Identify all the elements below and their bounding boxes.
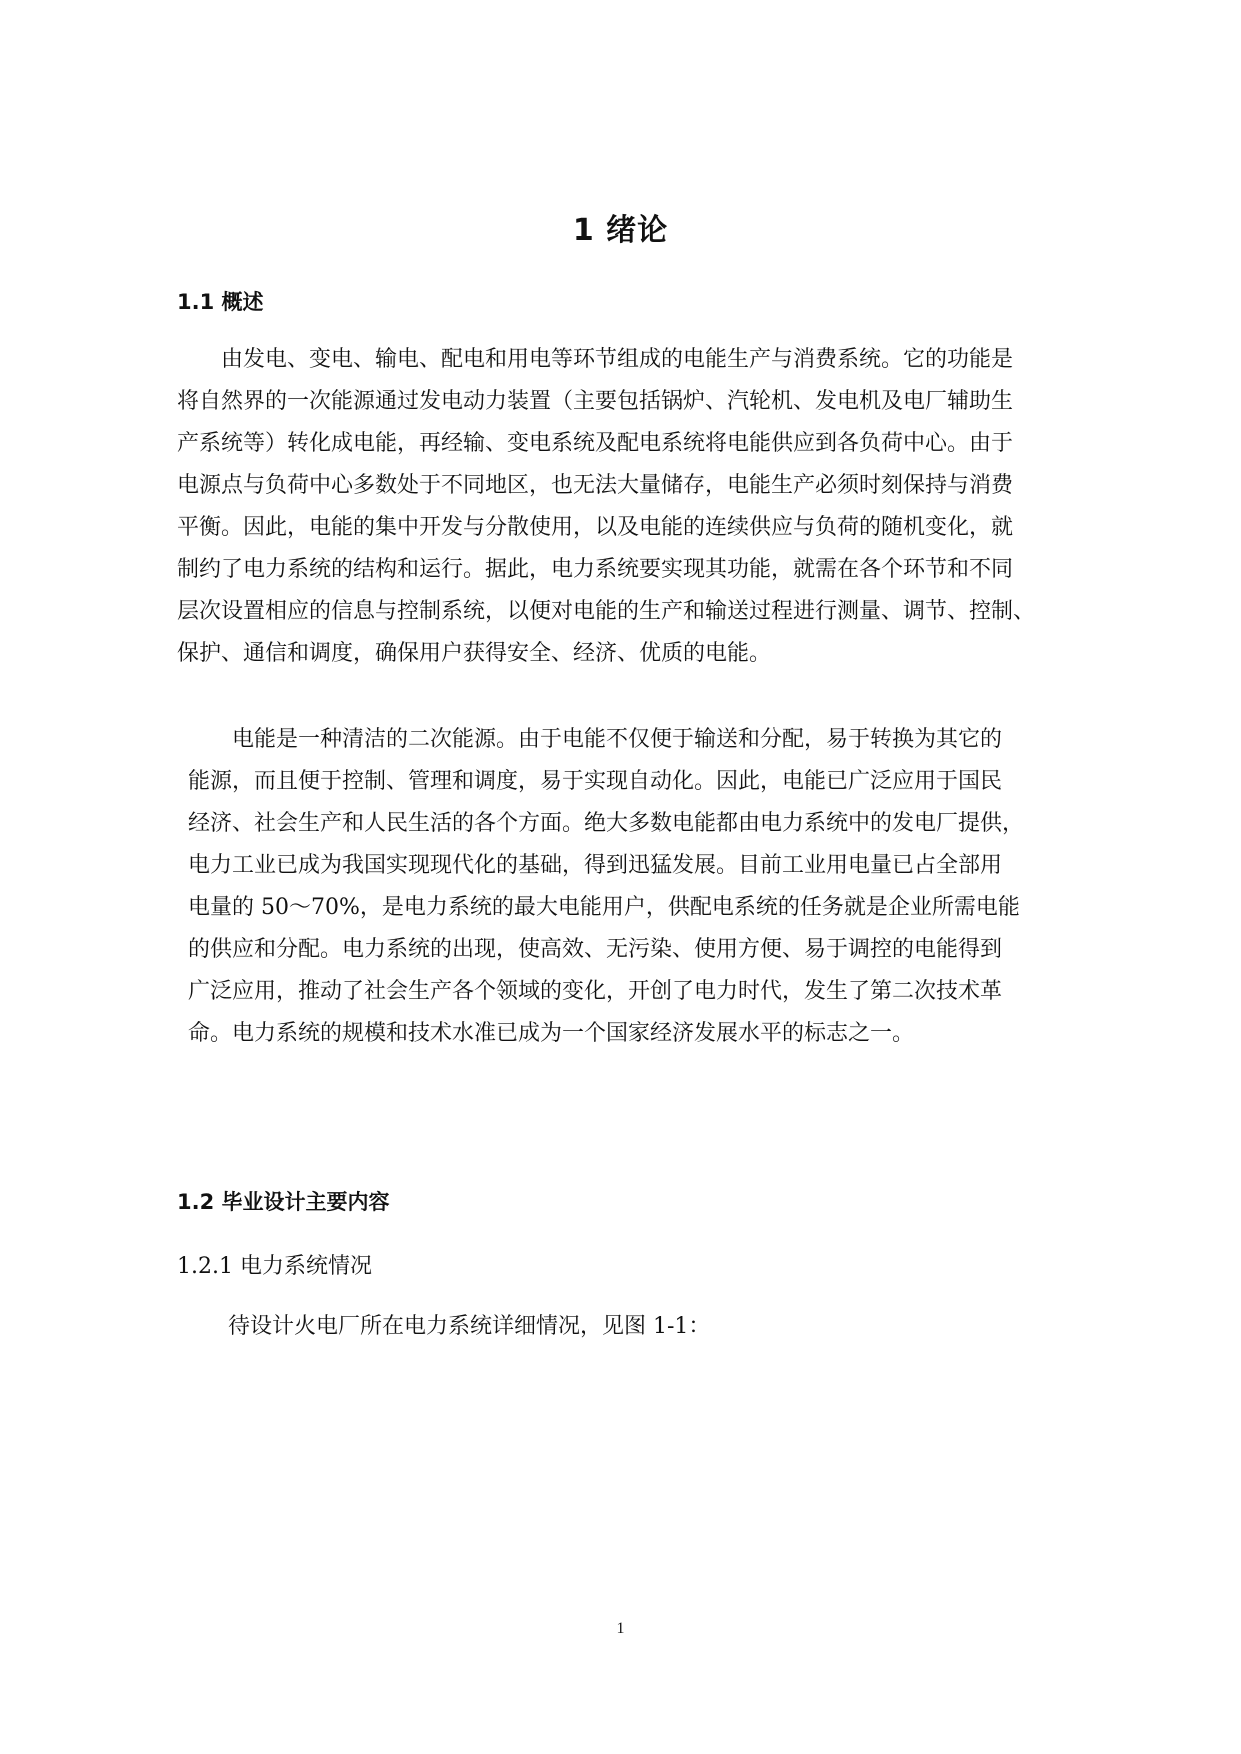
paragraph-line: 广泛应用，推动了社会生产各个领域的变化，开创了电力时代，发生了第二次技术革 bbox=[188, 979, 1003, 1004]
paragraph-line: 命。电力系统的规模和技术水准已成为一个国家经济发展水平的标志之一。 bbox=[188, 1021, 915, 1046]
paragraph-line: 由发电、变电、输电、配电和用电等环节组成的电能生产与消费系统。它的功能是 bbox=[177, 347, 1014, 372]
section-heading-1-2: 1.2 毕业设计主要内容 bbox=[177, 1190, 390, 1214]
paragraph-line: 经济、社会生产和人民生活的各个方面。绝大多数电能都由电力系统中的发电厂提供， bbox=[188, 811, 1025, 836]
paragraph-line: 平衡。因此，电能的集中开发与分散使用，以及电能的连续供应与负荷的随机变化，就 bbox=[177, 515, 1014, 540]
overview-paragraph-2 bbox=[188, 719, 1108, 1055]
paragraph-line: 能源，而且便于控制、管理和调度，易于实现自动化。因此，电能已广泛应用于国民 bbox=[188, 769, 1003, 794]
paragraph-line: 层次设置相应的信息与控制系统，以便对电能的生产和输送过程进行测量、调节、控制、 bbox=[177, 599, 1036, 624]
overview-paragraph-1 bbox=[177, 339, 1107, 675]
paragraph-line: 电源点与负荷中心多数处于不同地区，也无法大量储存，电能生产必须时刻保持与消费 bbox=[177, 473, 1014, 498]
paragraph-line: 的供应和分配。电力系统的出现，使高效、无污染、使用方便、易于调控的电能得到 bbox=[188, 937, 1003, 962]
chapter-title: 1 绪论 bbox=[572, 213, 669, 248]
paragraph-line: 将自然界的一次能源通过发电动力装置（主要包括锅炉、汽轮机、发电机及电厂辅助生 bbox=[177, 389, 1014, 414]
paragraph-line: 制约了电力系统的结构和运行。据此，电力系统要实现其功能，就需在各个环节和不同 bbox=[177, 557, 1014, 582]
paragraph-line: 保护、通信和调度，确保用户获得安全、经济、优质的电能。 bbox=[177, 641, 772, 666]
page-number: 1 bbox=[616, 1620, 625, 1637]
paragraph-line: 待设计火电厂所在电力系统详细情况，见图 1-1： bbox=[228, 1314, 711, 1339]
paragraph-line: 电力工业已成为我国实现现代化的基础，得到迅猛发展。目前工业用电量已占全部用 bbox=[188, 853, 1003, 878]
subsection-heading-1-2-1: 1.2.1 电力系统情况 bbox=[177, 1254, 372, 1279]
paragraph-line: 电能是一种清洁的二次能源。由于电能不仅便于输送和分配，易于转换为其它的 bbox=[188, 727, 1003, 752]
section-heading-1-1: 1.1 概述 bbox=[177, 290, 264, 314]
paragraph-line: 产系统等）转化成电能，再经输、变电系统及配电系统将电能供应到各负荷中心。由于 bbox=[177, 431, 1014, 456]
system-situation-paragraph bbox=[228, 1306, 1108, 1348]
paragraph-line: 电量的 50～70%，是电力系统的最大电能用户，供配电系统的任务就是企业所需电能 bbox=[188, 895, 1020, 920]
